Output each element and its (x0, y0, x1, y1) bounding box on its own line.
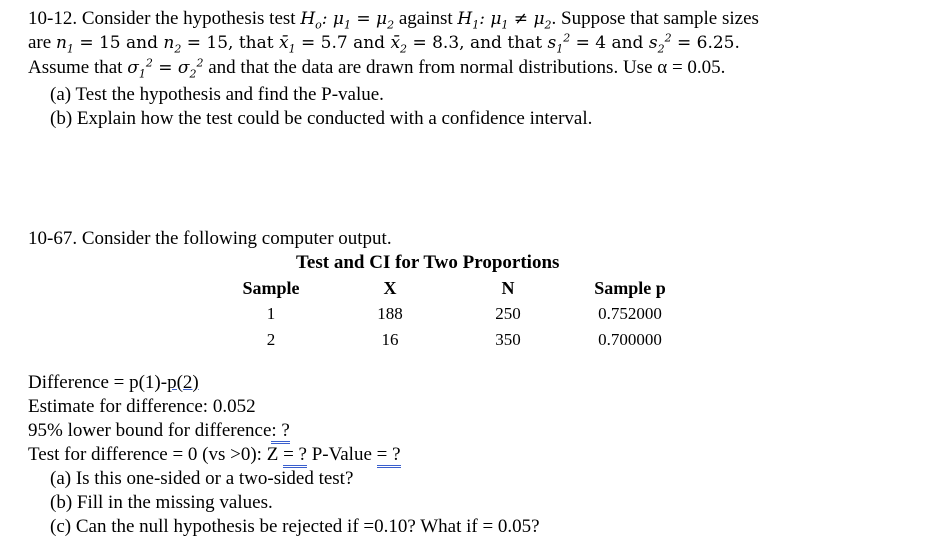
test-line (28, 443, 401, 467)
table-cell: 2 (266, 330, 276, 349)
problem1-line3 (28, 56, 725, 80)
table-cell: 350 (495, 330, 521, 349)
table-cell: 1 (266, 304, 276, 323)
difference-line (28, 371, 199, 395)
n2-symbol: $n_2$ (163, 33, 182, 56)
n1-value: = 15 and (79, 33, 164, 53)
difference-p2: p(2) (167, 372, 199, 393)
problem1-part-a: (a) Test the hypothesis and find the P-value. (50, 84, 384, 105)
against-text: against (394, 8, 458, 29)
assume-rest-text: and that the data are drawn from normal distributions. Use α = 0.05. (203, 57, 726, 78)
x1-symbol: $x̄_1$ (278, 33, 296, 56)
problem1-intro-text: 10-12. Consider the hypothesis test (28, 8, 301, 29)
p-value-label: P-Value (306, 444, 377, 465)
variance-equality: $\sigma_1^2 = \sigma_2^2$ (127, 56, 204, 81)
problem2-part-a: (a) Is this one-sided or a two-sided test? (50, 468, 354, 489)
z-blank: = ? (283, 444, 307, 468)
problem1-part-b: (b) Explain how the test could be conducted with a confidence interval. (50, 108, 593, 129)
problem2-intro: 10-67. Consider the following computer output. (28, 228, 392, 249)
alt-hypothesis: $H_1$: $\mu_1 \ne \mu_2$ (457, 9, 552, 32)
n1-symbol: $n_1$ (55, 33, 74, 56)
table-cell: 188 (377, 304, 403, 323)
table-cell: 16 (381, 330, 399, 349)
x2-value: = 8.3, and that (412, 33, 548, 53)
estimate-line: Estimate for difference: 0.052 (28, 396, 256, 417)
lower-bound-text: 95% lower bound for difference (28, 420, 272, 441)
s1-symbol: $s_1^2$ (547, 31, 571, 56)
problem1-line1 (28, 7, 759, 31)
header-sample-p: Sample p (594, 278, 666, 298)
are-text: are (28, 32, 56, 53)
table-cell: 250 (495, 304, 521, 323)
difference-text: Difference = p(1)- (28, 372, 168, 393)
table-title: Test and CI for Two Proportions (296, 252, 560, 273)
test-text: Test for difference = 0 (vs >0): Z (28, 444, 279, 465)
null-hypothesis: $H_o$: $\mu_1 = \mu_2$ (300, 9, 395, 32)
table-cell: 0.752000 (598, 304, 662, 323)
n2-value: = 15, that (186, 33, 279, 53)
s2-symbol: $s_2^2$ (648, 31, 672, 56)
header-n: N (501, 278, 515, 298)
p-value-blank: = ? (377, 444, 401, 468)
assume-text: Assume that (28, 57, 128, 78)
table-cell: 0.700000 (598, 330, 662, 349)
problem2-part-c: (c) Can the null hypothesis be rejected if =0.10? What if = 0.05? (50, 516, 540, 537)
s1-value: = 4 and (575, 33, 649, 53)
header-x: X (383, 278, 397, 298)
problem1-line2 (28, 31, 740, 55)
lower-bound-line (28, 419, 290, 443)
x1-value: = 5.7 and (300, 33, 391, 53)
lower-bound-blank: : ? (271, 420, 289, 444)
suppose-text: . Suppose that sample sizes (551, 8, 759, 29)
x2-symbol: $x̄_2$ (390, 33, 408, 56)
problem2-part-b: (b) Fill in the missing values. (50, 492, 273, 513)
s2-value: = 6.25. (677, 33, 740, 53)
header-sample: Sample (242, 278, 300, 298)
